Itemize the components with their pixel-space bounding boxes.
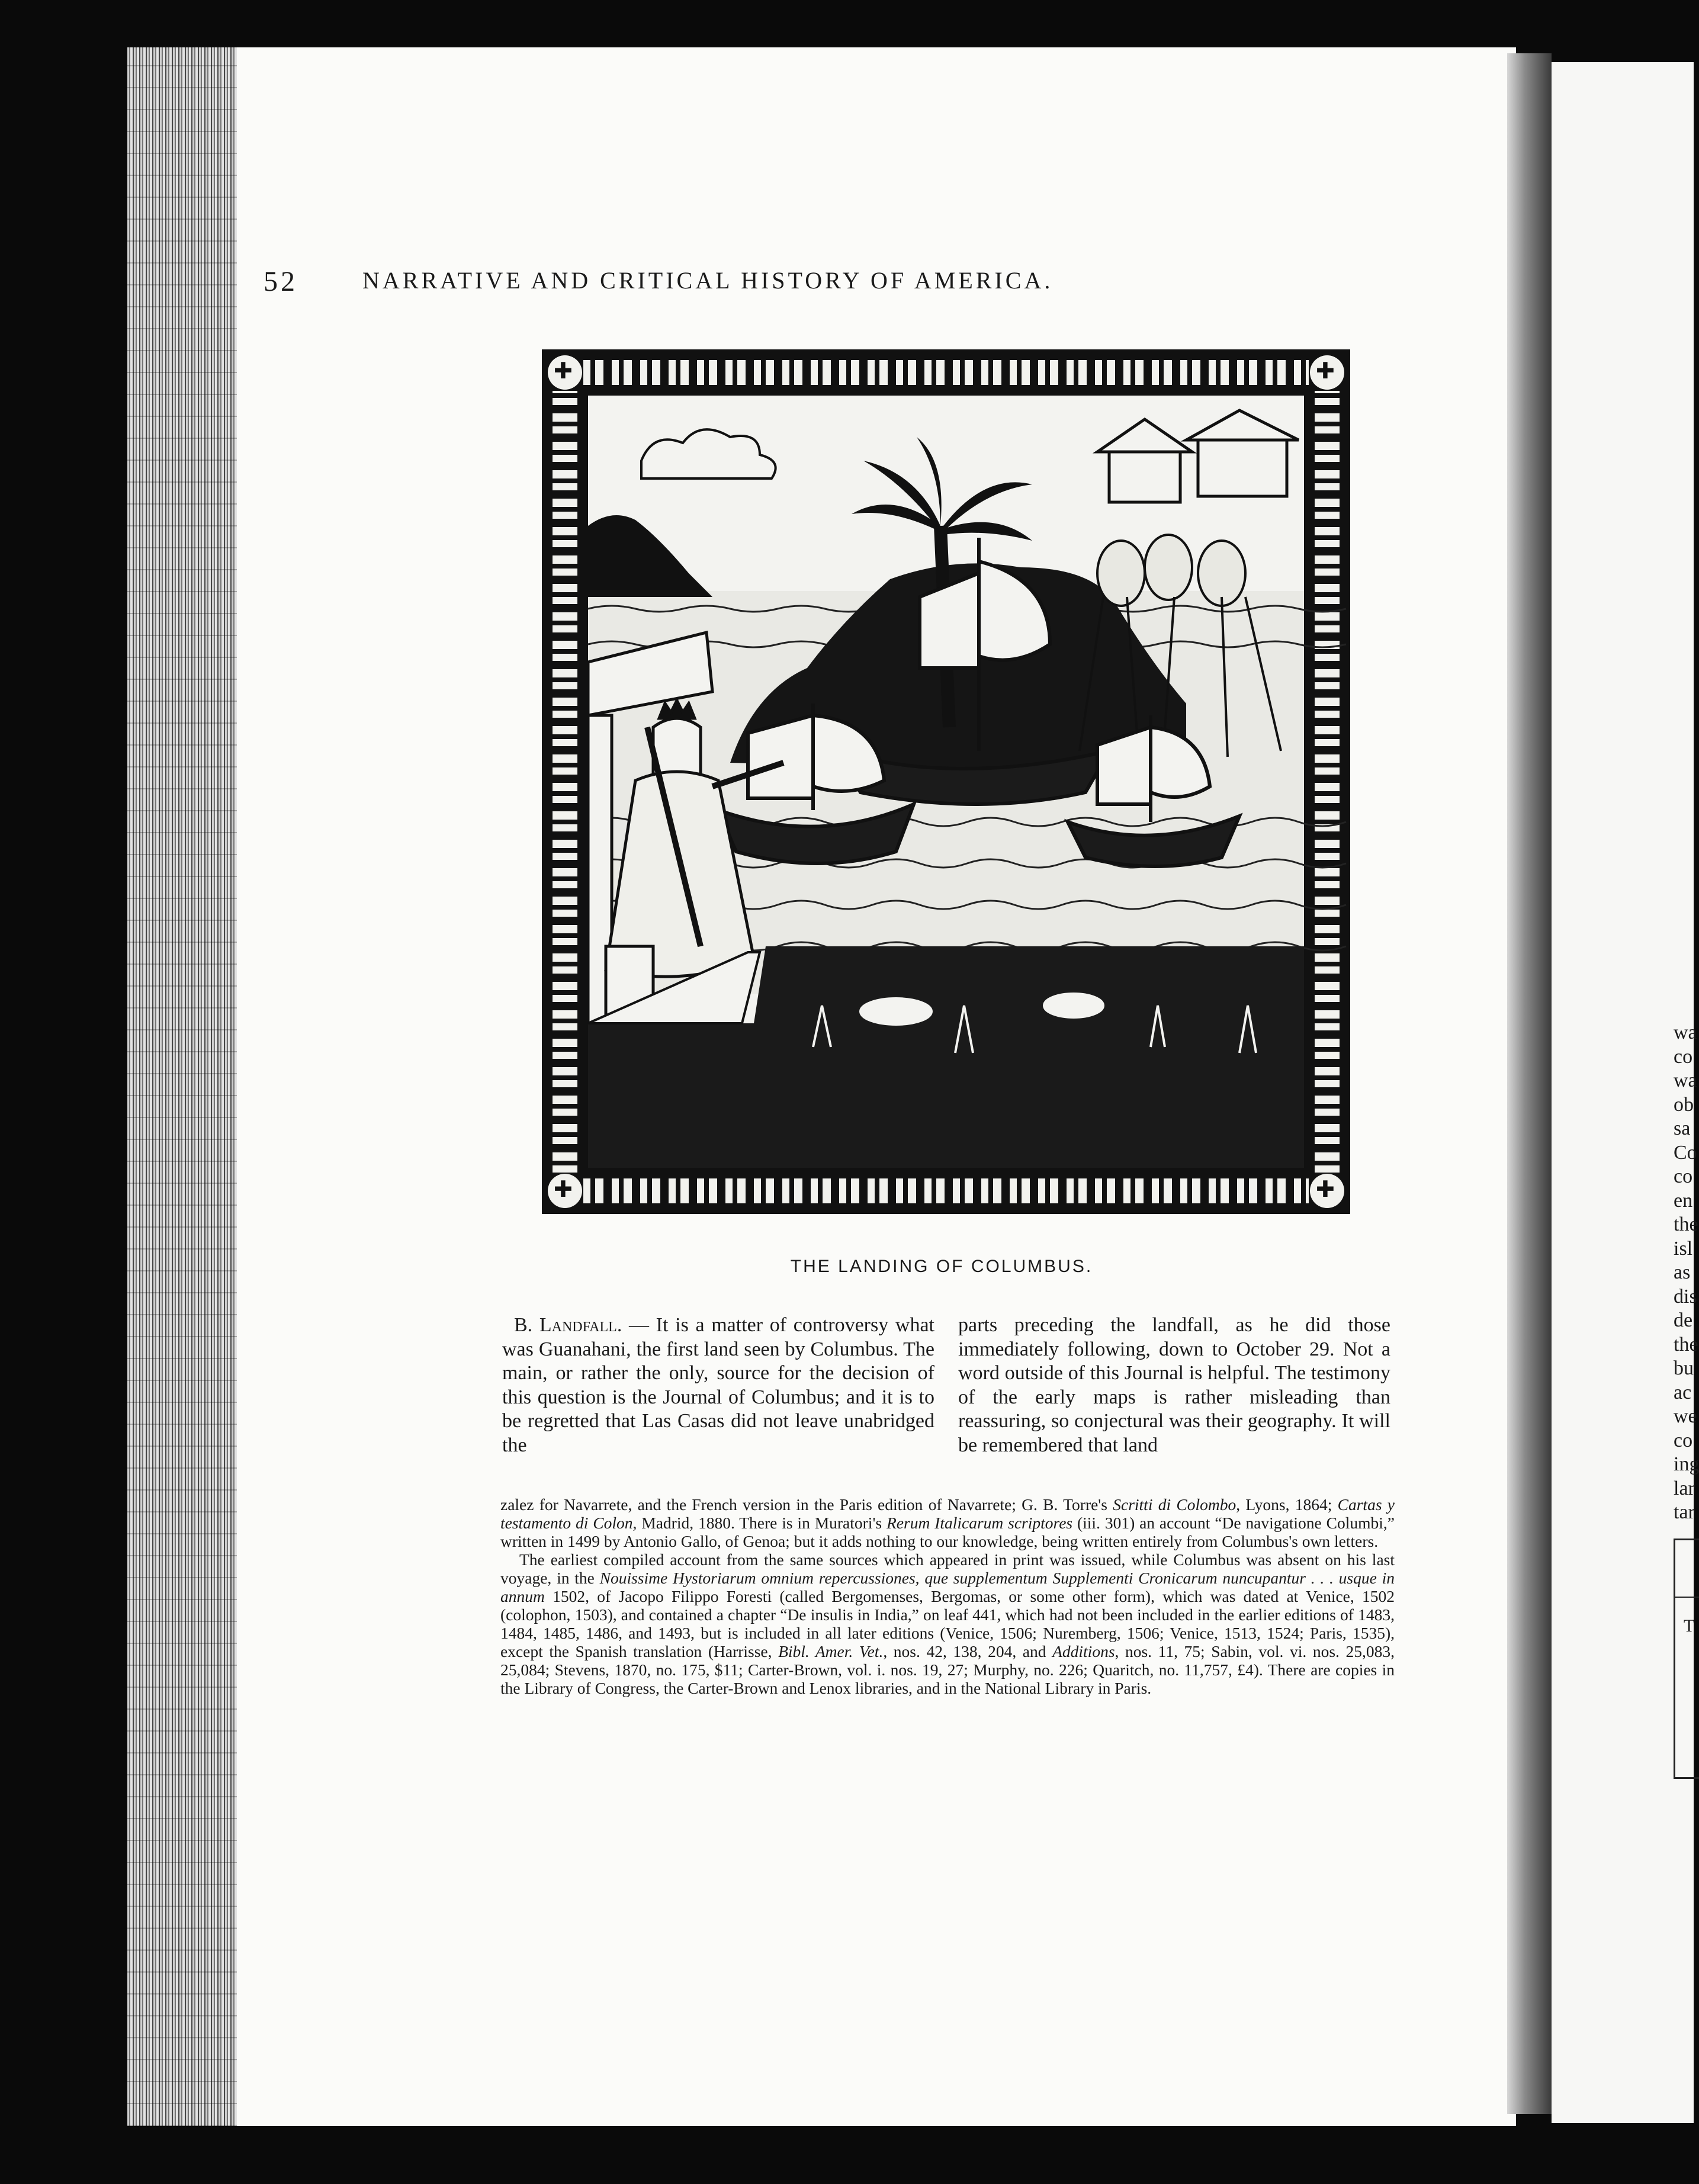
fragment-line: co	[1674, 1165, 1693, 1187]
fragment-line: wa	[1674, 1022, 1697, 1043]
woodcut-scene	[588, 396, 1304, 1168]
fragment-line: de	[1674, 1309, 1693, 1331]
fragment-line: ob	[1674, 1093, 1694, 1116]
section-heading: B. Landfall.	[514, 1314, 622, 1336]
fragment-line: ac	[1674, 1381, 1692, 1403]
footnote-paragraph: The earliest compiled account from the same sources which appeared in print was issued, while Columbus was absent on his last voyage, in the Nouissime Hystoriarum omnium repercussiones, que supplementum Supplementi Cronicarum nuncupantur . . . usque in annum 1502, of Jacopo Filippo Foresti (called Bergomenses, Bergomas, or some other form), which was dated at Venice, 1502 (colophon, 1503), and contained a chapter “De insulis in India,” on leaf 441, which had not been included in the earlier editions of 1483, 1484, 1485, 1486, and 1493, but is included in all later editions (Venice, 1506; Nuremberg, 1506; Venice, 1513, 1524; Paris, 1535), except the Spanish translation (Harrisse, Bibl. Amer. Vet., nos. 42, 138, 204, and Additions, nos. 11, 75; Sabin, vol. vi. nos. 25,083, 25,084; Stevens, 1870, no. 175, $11; Carter-Brown, vol. i. nos. 19, 27; Murphy, no. 226; Quaritch, no. 11,757, £4). There are copies in the Library of Congress, the Carter-Brown and Lenox libraries, and in the National Library in Paris.	[500, 1550, 1395, 1697]
text-column-right	[958, 1313, 1390, 1457]
border-rosette	[548, 355, 582, 390]
border-rosette	[548, 1174, 582, 1208]
fragment-line: as	[1674, 1261, 1691, 1283]
woodcut-border-right	[1315, 391, 1340, 1173]
footnote-paragraph: zalez for Navarrete, and the French version in the Paris edition of Navarrete; G. B. Torre's Scritti di Colombo, Lyons, 1864; Cartas y testamento di Colon, Madrid, 1880. There is in Muratori's Rerum Italicarum scriptores (iii. 301) an account “De navigatione Columbi,” written in 1499 by Antonio Gallo, of Genoa; but it adds nothing to our knowledge, being written entirely from Columbus's own letters.	[500, 1495, 1395, 1550]
fragment-line: en	[1674, 1189, 1693, 1212]
figure-caption: THE LANDING OF COLUMBUS.	[790, 1257, 1093, 1276]
fragment-line: co	[1674, 1045, 1693, 1068]
fragment-line: bu	[1674, 1357, 1694, 1379]
page-number: 52	[264, 266, 298, 297]
border-rosette	[1310, 355, 1344, 390]
paragraph-text: — It is a matter of controversy what was Guanahani, the first land seen by Columbus. The main, or rather the only, source for the decision of this question is the Journal of Columbus; and it is to be regretted that Las Casas did not leave unabridged the	[502, 1314, 935, 1456]
fragment-line: Co	[1674, 1141, 1697, 1164]
paragraph-text: parts preceding the landfall, as he did those immediately following, down to October 29. Not a word outside of this Journal is helpful. The testimony of the early maps is rather misleading than reassuring, so conjectural was their geography. It will be remembered that land	[958, 1314, 1390, 1456]
facing-page-text-fragments	[1674, 1021, 1697, 1525]
facing-page	[1552, 62, 1694, 2123]
book-gutter	[1507, 53, 1552, 2114]
fragment-line: we	[1674, 1405, 1697, 1427]
running-head	[264, 265, 1294, 301]
table-rule	[1675, 1597, 1699, 1598]
fragment-line: co	[1674, 1429, 1693, 1451]
text-column-left	[502, 1313, 934, 1457]
fragment-line: ing	[1674, 1453, 1699, 1475]
facing-page-table-box	[1674, 1539, 1699, 1779]
fragment-line: dis	[1674, 1285, 1697, 1308]
fragment-line: the	[1674, 1213, 1698, 1235]
fragment-line: lar	[1674, 1477, 1695, 1499]
woodcut-border-bottom	[583, 1178, 1309, 1203]
fragment-line: the	[1674, 1333, 1698, 1356]
fragment-line: sa	[1674, 1117, 1691, 1139]
border-rosette	[1310, 1174, 1344, 1208]
fragment-line: tar	[1674, 1501, 1695, 1523]
footnote	[500, 1495, 1395, 1697]
woodcut-border-left	[553, 391, 577, 1173]
book-title: NARRATIVE AND CRITICAL HISTORY OF AMERICA.	[362, 267, 1054, 294]
fragment-line: isl	[1674, 1237, 1693, 1260]
woodcut-illustration	[542, 349, 1350, 1214]
woodcut-border-top	[583, 360, 1309, 385]
book-page-edges	[127, 47, 240, 2126]
fragment-line: wa	[1674, 1069, 1697, 1091]
paragraph	[502, 1313, 934, 1457]
landing-scene-drawing	[588, 396, 1304, 1168]
table-fragment: T	[1684, 1616, 1695, 1636]
